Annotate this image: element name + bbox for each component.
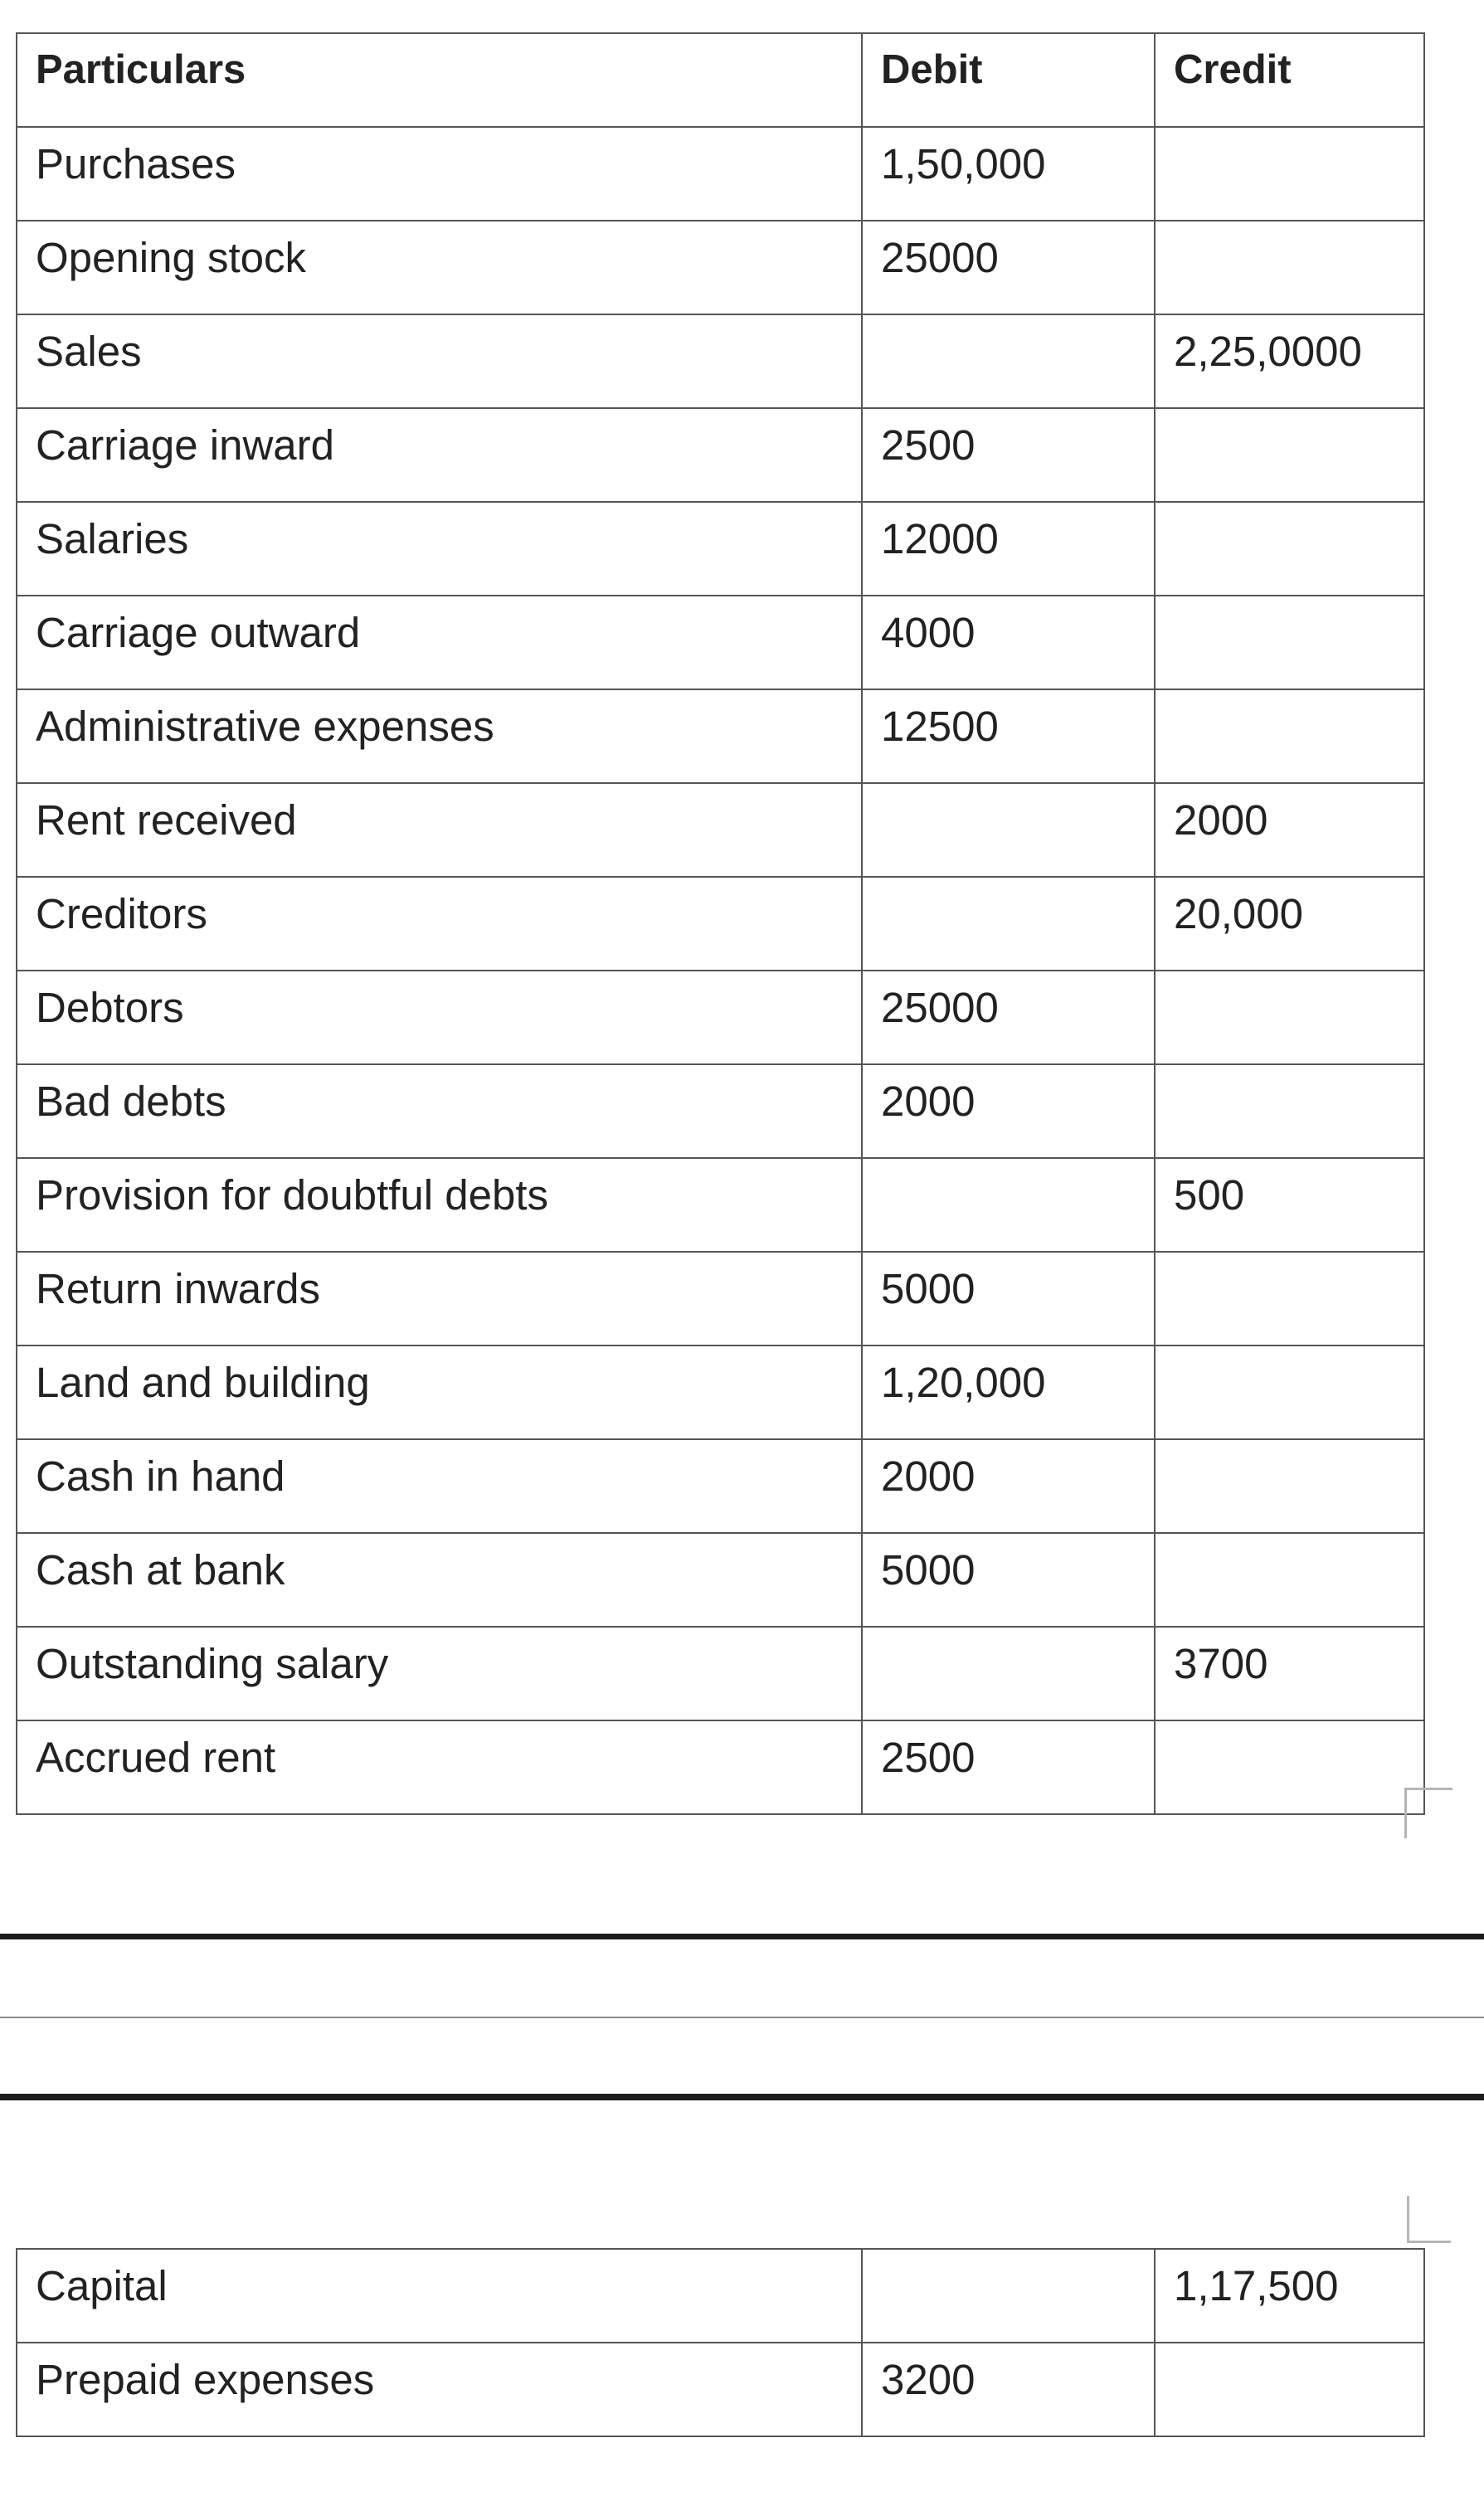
table-row	[17, 1158, 1424, 1252]
separator-line-thick-top	[0, 1934, 1484, 1939]
table-header-row	[17, 33, 1424, 127]
row-particulars: Prepaid expenses	[17, 2343, 862, 2436]
header-credit: Credit	[1155, 33, 1424, 127]
row-debit	[862, 783, 1155, 877]
table-row	[17, 2249, 1424, 2343]
table-row	[17, 689, 1424, 783]
row-credit	[1155, 1064, 1424, 1158]
row-particulars: Land and building	[17, 1346, 862, 1439]
row-credit	[1155, 689, 1424, 783]
row-credit: 20,000	[1155, 877, 1424, 971]
row-debit	[862, 877, 1155, 971]
row-credit	[1155, 408, 1424, 502]
row-credit	[1155, 1533, 1424, 1627]
trial-balance-table	[16, 32, 1425, 1815]
row-particulars: Rent received	[17, 783, 862, 877]
row-credit	[1155, 971, 1424, 1064]
row-credit	[1155, 1439, 1424, 1533]
row-debit: 2000	[862, 1064, 1155, 1158]
table-row	[17, 1439, 1424, 1533]
row-credit: 3700	[1155, 1627, 1424, 1720]
row-credit	[1155, 1252, 1424, 1346]
row-credit	[1155, 221, 1424, 314]
row-debit: 2500	[862, 408, 1155, 502]
table-row	[17, 1252, 1424, 1346]
row-particulars: Accrued rent	[17, 1720, 862, 1814]
row-credit: 2000	[1155, 783, 1424, 877]
row-particulars: Administrative expenses	[17, 689, 862, 783]
table-row	[17, 1064, 1424, 1158]
row-debit	[862, 1627, 1155, 1720]
row-debit: 12500	[862, 689, 1155, 783]
row-particulars: Salaries	[17, 502, 862, 596]
row-debit: 5000	[862, 1533, 1155, 1627]
additional-items-table	[16, 2248, 1425, 2437]
row-debit	[862, 1158, 1155, 1252]
row-debit: 1,20,000	[862, 1346, 1155, 1439]
table-row	[17, 877, 1424, 971]
table-row	[17, 596, 1424, 689]
row-particulars: Carriage inward	[17, 408, 862, 502]
row-debit: 3200	[862, 2343, 1155, 2436]
row-debit: 2500	[862, 1720, 1155, 1814]
table-row	[17, 1627, 1424, 1720]
row-particulars: Bad debts	[17, 1064, 862, 1158]
table-row	[17, 1720, 1424, 1814]
row-credit	[1155, 596, 1424, 689]
row-credit	[1155, 2343, 1424, 2436]
row-debit: 5000	[862, 1252, 1155, 1346]
separator-line-thin	[0, 2017, 1484, 2018]
row-debit: 12000	[862, 502, 1155, 596]
row-particulars: Debtors	[17, 971, 862, 1064]
row-credit	[1155, 127, 1424, 221]
table-row	[17, 2343, 1424, 2436]
row-debit: 25000	[862, 971, 1155, 1064]
row-debit: 25000	[862, 221, 1155, 314]
row-particulars: Return inwards	[17, 1252, 862, 1346]
row-particulars: Carriage outward	[17, 596, 862, 689]
row-particulars: Creditors	[17, 877, 862, 971]
header-debit: Debit	[862, 33, 1155, 127]
row-particulars: Outstanding salary	[17, 1627, 862, 1720]
table-row	[17, 502, 1424, 596]
separator-line-thick-bottom	[0, 2094, 1484, 2100]
row-particulars: Opening stock	[17, 221, 862, 314]
row-debit	[862, 314, 1155, 408]
row-credit	[1155, 1346, 1424, 1439]
row-particulars: Sales	[17, 314, 862, 408]
row-particulars: Cash in hand	[17, 1439, 862, 1533]
table-row	[17, 127, 1424, 221]
row-particulars: Cash at bank	[17, 1533, 862, 1627]
row-debit: 1,50,000	[862, 127, 1155, 221]
table-row	[17, 221, 1424, 314]
table-row	[17, 971, 1424, 1064]
table-row	[17, 314, 1424, 408]
row-particulars: Capital	[17, 2249, 862, 2343]
row-credit	[1155, 502, 1424, 596]
row-debit: 4000	[862, 596, 1155, 689]
header-particulars: Particulars	[17, 33, 862, 127]
table-row	[17, 783, 1424, 877]
row-debit	[862, 2249, 1155, 2343]
crop-mark-top	[1404, 1788, 1452, 1838]
row-debit: 2000	[862, 1439, 1155, 1533]
table-row	[17, 1533, 1424, 1627]
row-particulars: Provision for doubtful debts	[17, 1158, 862, 1252]
table-row	[17, 1346, 1424, 1439]
row-particulars: Purchases	[17, 127, 862, 221]
row-credit: 1,17,500	[1155, 2249, 1424, 2343]
table-row	[17, 408, 1424, 502]
row-credit: 500	[1155, 1158, 1424, 1252]
row-credit	[1155, 1720, 1424, 1814]
row-credit: 2,25,0000	[1155, 314, 1424, 408]
crop-mark-bottom	[1407, 2196, 1451, 2243]
